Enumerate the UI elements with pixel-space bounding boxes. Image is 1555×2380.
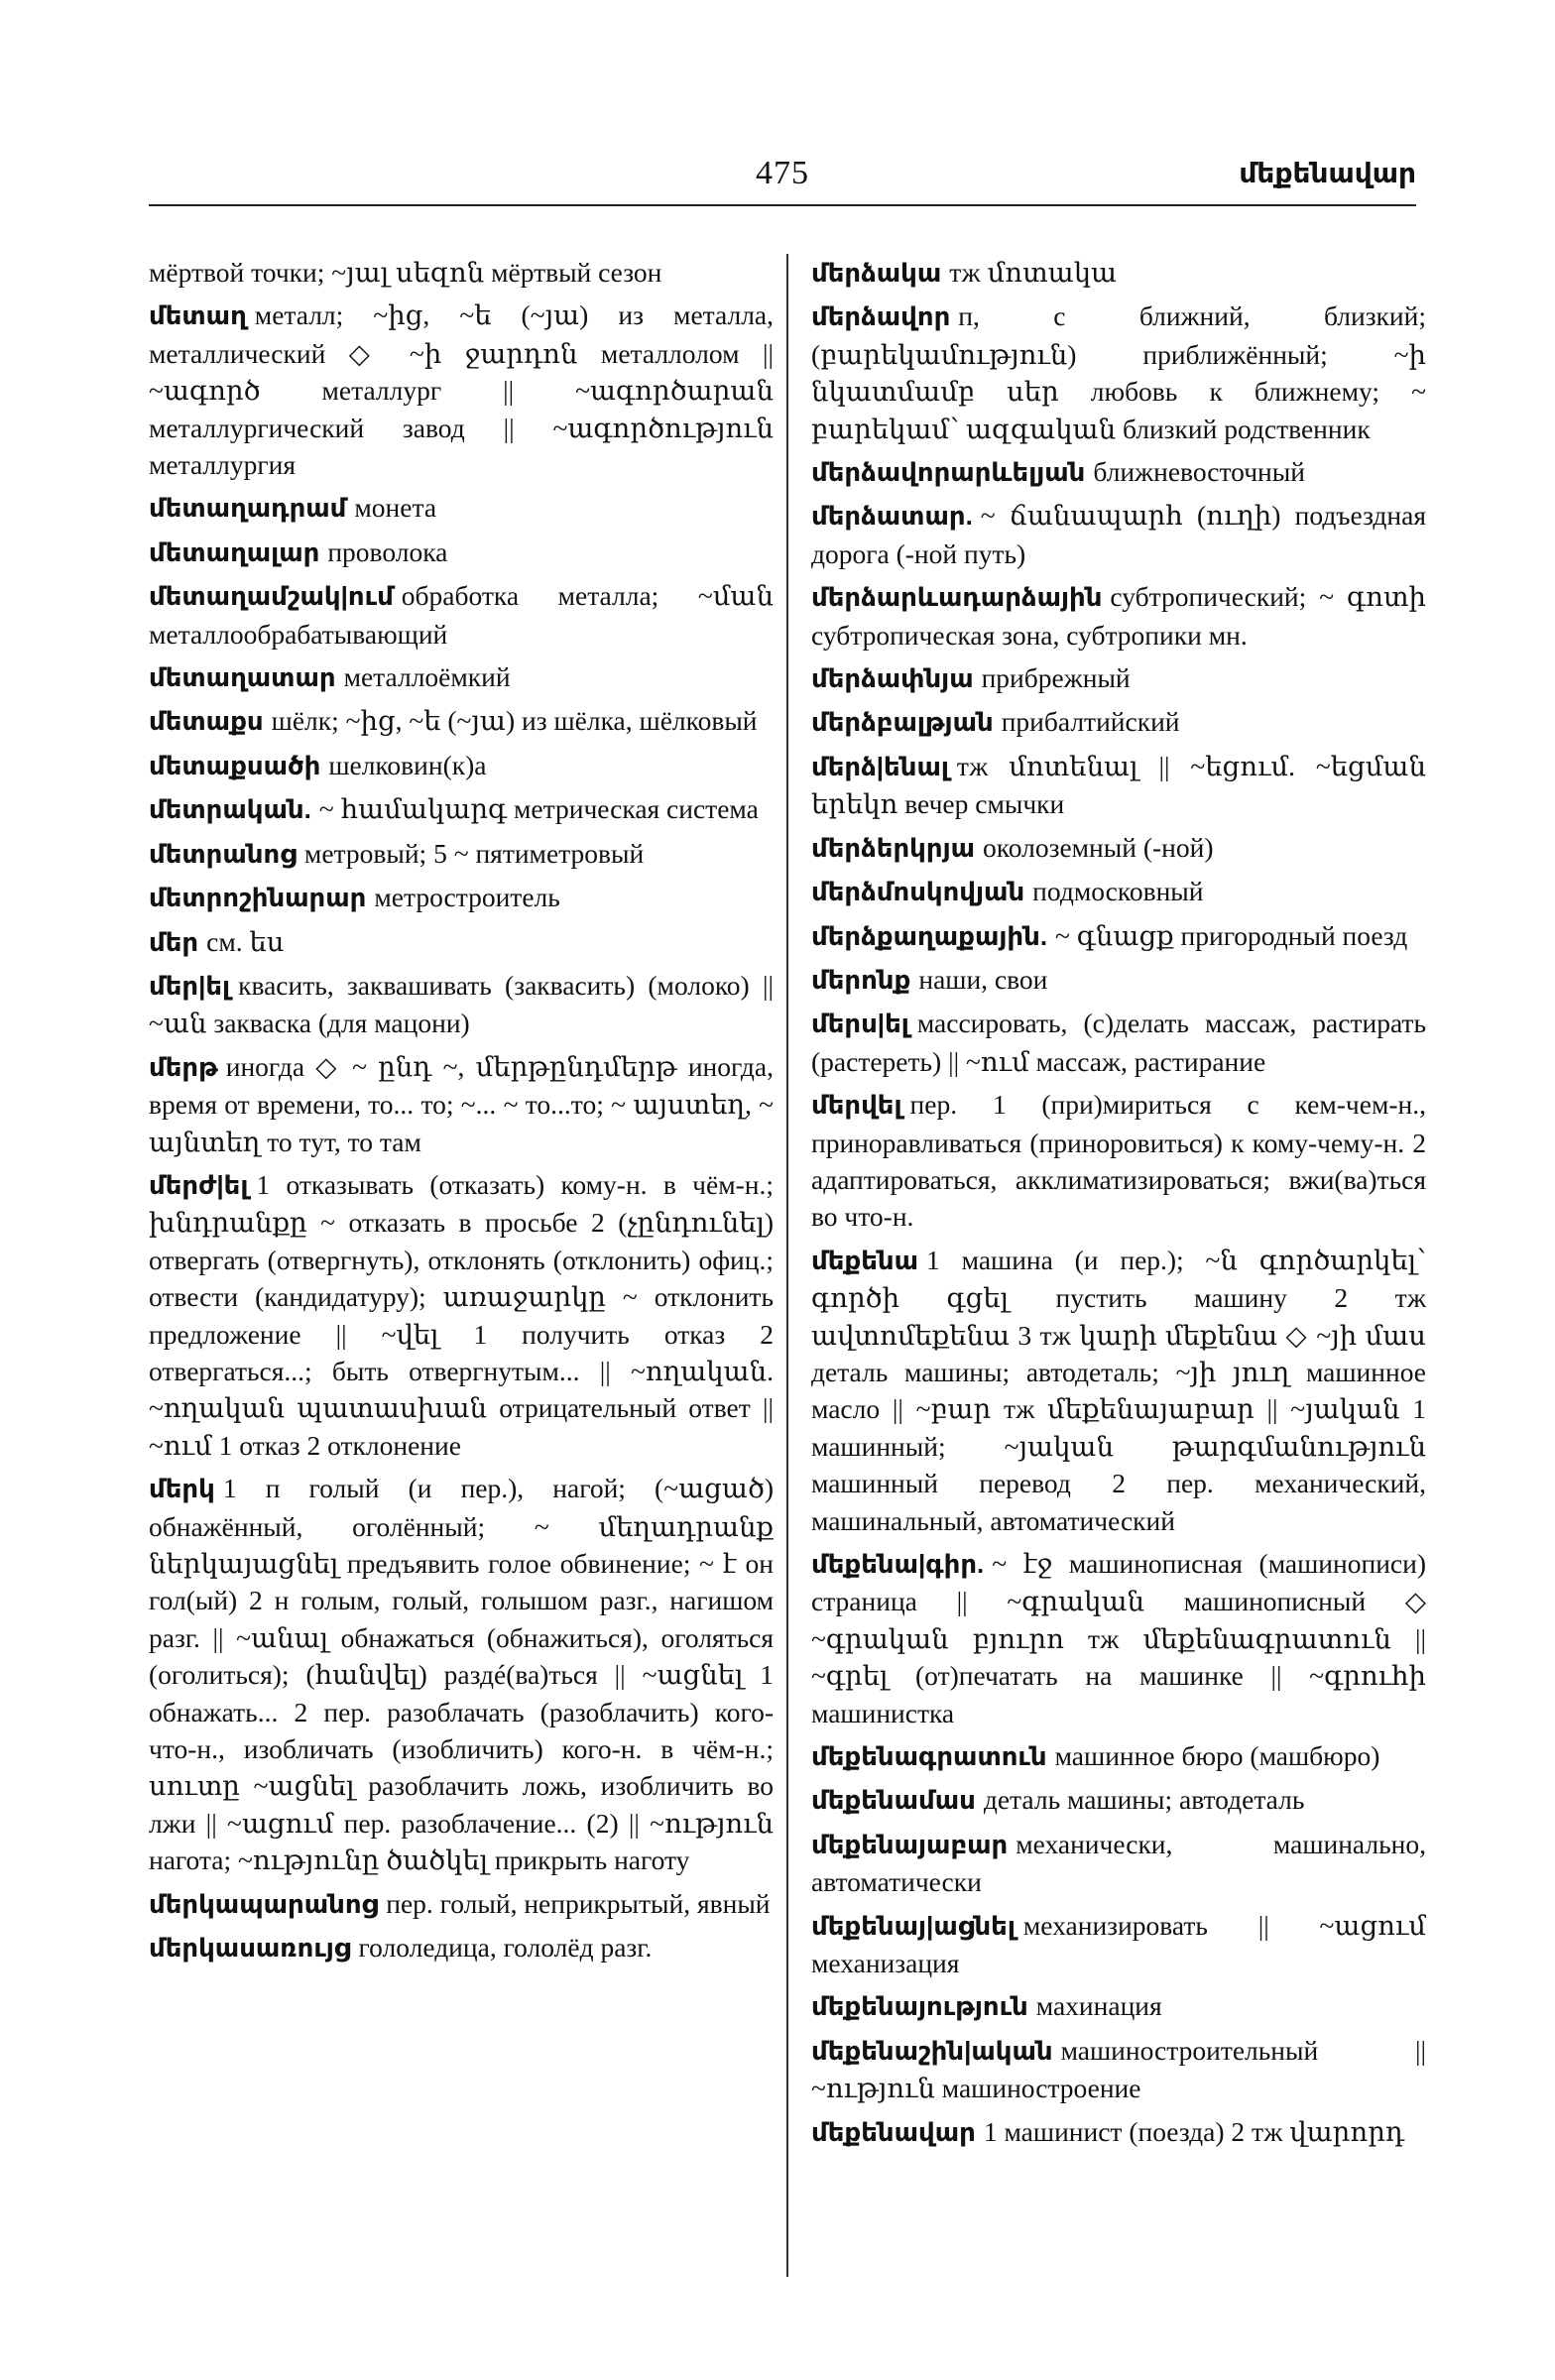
dictionary-entry (149, 254, 774, 291)
entry-headword: մերձակա (811, 258, 942, 288)
dictionary-entry (149, 790, 774, 828)
entry-definition: субтропический; ~ գոտի субтропическая зона, субтропики мн. (811, 581, 1426, 651)
dictionary-entry (811, 1826, 1426, 1901)
page-header (149, 149, 1416, 198)
dictionary-entry (811, 1242, 1426, 1539)
dictionary-entry (149, 879, 774, 916)
entry-definition: 1 п голый (и пер.), нагой; (~ացած) обнажённый, оголённый; ~ մեղադրանք ներկայացնել предъявить голое обвинение; ~ է он гол(ый) 2 н голым, голый, голышом разг., нагишом разг. || ~անալ обнажаться (обнажиться), оголяться (оголиться); (հանվել) раздé(ва)ться || ~ացնել 1 обнажать... 2 пер. разоблачать (разоблачить) кого-что-н., изобличать (изобличить) кого-н. в чём-н.; սուտը ~ացնել разоблачить ложь, изобличить во лжи || ~ացում пер. разоблачение... (2) || ~ություն нагота; ~ությունը ծածկել прикрыть наготу (149, 1473, 774, 1876)
entry-definition: 1 машина (и пер.); ~ն գործարկել՝ գործի գցել пустить машину 2 тж ավտոմեքենա 3 тж կարի մեքենա ◇ ~յի մաս деталь машины; автодеталь; ~յի յուղ машинное масло || ~բար тж մեքենայաբար || ~յական 1 машинный; ~յական թարգմանություն машинный перевод 2 пер. механический, машинальный, автоматический (811, 1244, 1426, 1536)
entry-definition: прибрежный (981, 662, 1131, 694)
right-column (811, 254, 1426, 2307)
entry-headword: մեքենայություն (811, 1991, 1028, 2022)
dictionary-entry (811, 1005, 1426, 1080)
entry-definition: ~ համակարգ метрическая система (318, 793, 759, 825)
entry-headword: մերձերկրյա (811, 832, 976, 863)
entry-headword: մեքենա (811, 1245, 919, 1275)
entry-headword: մերկ (149, 1474, 215, 1504)
entry-headword: մեքենա|գիր. (811, 1549, 985, 1579)
dictionary-entry (811, 1781, 1426, 1819)
dictionary-entry (149, 1929, 774, 1966)
dictionary-entry (811, 2113, 1426, 2151)
dictionary-entry (811, 829, 1426, 867)
entry-definition: машиностроительный || ~ություն машиностроение (811, 2034, 1426, 2104)
entry-headword: մերձքաղաքային. (811, 920, 1048, 951)
entry-headword: մերկապարանոց (149, 1888, 379, 1919)
entry-headword: մեքենայաբար (811, 1829, 1009, 1859)
dictionary-entry (811, 1086, 1426, 1236)
entry-definition: квасить, заквашивать (заквасить) (молоко) || ~ան закваска (для мацони) (149, 969, 774, 1039)
dictionary-entry (811, 578, 1426, 654)
dictionary-entry (149, 577, 774, 653)
dictionary-entry (811, 2032, 1426, 2107)
entry-definition: обработка металла; ~ման металлообрабатывающий (149, 580, 774, 650)
entry-headword: մերձ|ենալ (811, 751, 949, 781)
entry-definition: деталь машины; автодеталь (983, 1784, 1305, 1816)
page-number: 475 (756, 155, 809, 191)
entry-headword: մետաղատար (149, 662, 336, 693)
entry-definition: шёлк; ~ից, ~ե (~յա) из шёлка, шёлковый (271, 705, 758, 737)
entry-definition: 1 отказывать (отказать) кому-н. в чём-н.; խնդրանքը ~ отказать в просьбе 2 (չընդունել) отвергать (отвергнуть), отклонять (отклонить) офиц.; отвести (кандидатуру); առաջարկը ~ отклонить предложение || ~վել 1 получить отказ 2 отвергаться...; быть отвергнутым... || ~ողական. ~ողական պատասխան отрицательный ответ || ~ում 1 отказ 2 отклонение (149, 1168, 774, 1461)
entry-definition: пер. голый, неприкрытый, явный (386, 1887, 771, 1919)
entry-headword: մեքենայ|ացնել (811, 1910, 1016, 1941)
dictionary-entry (149, 835, 774, 873)
entry-definition: тж մոտակա (949, 257, 1118, 288)
dictionary-entry (811, 748, 1426, 823)
dictionary-entry (811, 873, 1426, 910)
entry-definition: ближневосточный (1093, 456, 1305, 488)
entry-definition: подмосковный (1032, 876, 1204, 907)
dictionary-entry (811, 659, 1426, 697)
entry-definition: массировать, (с)делать массаж, растирать (растереть) || ~ում массаж, растирание (811, 1008, 1426, 1077)
dictionary-entry (149, 967, 774, 1042)
dictionary-entry (149, 658, 774, 696)
entry-headword: մերժ|ել (149, 1169, 249, 1200)
dictionary-entry (149, 702, 774, 740)
entry-definition: гололедица, гололёд разг. (358, 1932, 653, 1964)
entry-definition: п, с ближний, близкий; (բարեկամություն) приближённый; ~ի նկատմամբ սեր любовь к ближнему; ~ բարեկամ՝ ազգական близкий родственник (811, 300, 1426, 444)
dictionary-entry (149, 297, 774, 483)
entry-headword: մետաքս (149, 706, 264, 737)
entry-definition: металл; ~ից, ~ե (~յա) из металла, металлический ◇ ~ի ջարդոն металлолом || ~ագործ металлург || ~ագործարան металлургический завод || ~ագործություն металлургия (149, 299, 774, 481)
left-column (149, 254, 774, 2307)
entry-headword: մերոնք (811, 964, 911, 995)
dictionary-entry (811, 453, 1426, 491)
entry-headword: մերձարևադարձային (811, 582, 1103, 613)
running-head: մեքենավար (1239, 158, 1416, 188)
entry-definition: иногда ◇ ~ ընդ ~, մերթընդմերթ иногда, время от времени, то... то; ~... ~ то...то; ~ այստեղ, ~ այնտեղ то тут, то там (149, 1050, 774, 1157)
entry-definition: прибалтийский (1001, 706, 1180, 738)
entry-headword: մեքենագրատուն (811, 1741, 1047, 1772)
entry-headword: մետրանոց (149, 838, 297, 869)
dictionary-entry (811, 1545, 1426, 1731)
entry-definition: мёртвой точки; ~յալ սեզոն мёртвый сезон (149, 257, 662, 288)
entry-definition: монета (354, 492, 437, 524)
entry-headword: մետրոշինարար (149, 883, 367, 913)
dictionary-entry (149, 923, 774, 961)
entry-definition: метростроитель (374, 882, 560, 913)
entry-definition: механизировать || ~ացում механизация (811, 1909, 1426, 1979)
entry-headword: մետաղադրամ (149, 493, 347, 524)
column-divider (786, 254, 788, 2277)
dictionary-entry (811, 1737, 1426, 1775)
entry-headword: մերձբալթյան (811, 707, 994, 738)
dictionary-entry (811, 298, 1426, 447)
entry-definition: металлоёмкий (343, 661, 511, 693)
dictionary-entry (811, 961, 1426, 999)
entry-headword: մեր (149, 926, 199, 957)
entry-headword: մեքենամաս (811, 1785, 976, 1816)
header-rule (149, 204, 1416, 206)
entry-definition: ~ գնացք пригородный поезд (1055, 919, 1408, 951)
dictionary-entry (149, 747, 774, 784)
entry-headword: մետաղամշակ|ում (149, 581, 394, 612)
entry-headword: մերթ (149, 1051, 218, 1082)
dictionary-entry (149, 1885, 774, 1923)
entry-headword: մերձափնյա (811, 663, 974, 694)
entry-headword: մերվել (811, 1090, 902, 1121)
dictionary-entry (811, 1987, 1426, 2025)
entry-headword: մեքենավար (811, 2116, 976, 2147)
dictionary-entry (811, 703, 1426, 741)
entry-definition: наши, свои (918, 963, 1048, 995)
entry-headword: մերձմոսկովյան (811, 877, 1025, 907)
entry-headword: մետաղալար (149, 536, 320, 567)
dictionary-entry (149, 1470, 774, 1878)
entry-headword: մետաքսածի (149, 750, 321, 780)
dictionary-entry (149, 1048, 774, 1160)
dictionary-entry (149, 489, 774, 527)
entry-headword: մեքենաշին|ական (811, 2035, 1053, 2066)
entry-headword: մեր|ել (149, 970, 231, 1001)
entry-definition: тж մոտենալ || ~եցում. ~եցման երեկո вечер смычки (811, 750, 1426, 820)
entry-headword: մերձավորարևելյան (811, 457, 1086, 488)
entry-definition: машинное бюро (машбюро) (1054, 1740, 1380, 1772)
entry-definition: шелковин(к)а (328, 749, 487, 780)
dictionary-entry (149, 1166, 774, 1464)
dictionary-entry (811, 917, 1426, 955)
entry-headword: մերս|ել (811, 1009, 909, 1039)
dictionary-entry (149, 534, 774, 571)
entry-definition: махинация (1035, 1990, 1162, 2022)
entry-definition: механически, машинально, автоматически (811, 1828, 1426, 1898)
dictionary-entry (811, 254, 1426, 292)
entry-definition: ~ ճանապարհ (ուղի) подъездная дорога (-ной путь) (811, 500, 1426, 569)
dictionary-entry (811, 1907, 1426, 1982)
entry-headword: մերկասառույց (149, 1933, 351, 1964)
entry-headword: մետաղ (149, 300, 247, 331)
entry-headword: մերձավոր (811, 301, 951, 332)
entry-headword: մերձատար. (811, 501, 973, 532)
entry-definition: метровый; 5 ~ пятиметровый (303, 837, 645, 869)
entry-definition: проволока (327, 536, 448, 567)
entry-definition: околоземный (-ной) (983, 831, 1214, 863)
entry-definition: пер. 1 (при)мириться с кем-чем-н., приноравливаться (приноровиться) к кому-чему-н. 2 адаптироваться, акклиматизироваться; вжи(ва)ться во что-н. (811, 1089, 1426, 1233)
entry-definition: 1 машинист (поезда) 2 тж վարորդ (983, 2115, 1405, 2147)
entry-headword: մետրական. (149, 794, 311, 825)
dictionary-entry (811, 497, 1426, 572)
entry-definition: см. ես (206, 925, 285, 957)
entry-definition: ~ էջ машинописная (машинописи) страница || ~գրական машинописный ◇ ~գրական բյուրո тж մեքենագրատուն || ~գրել (от)печатать на машинке || ~գրուհի машинистка (811, 1548, 1426, 1728)
